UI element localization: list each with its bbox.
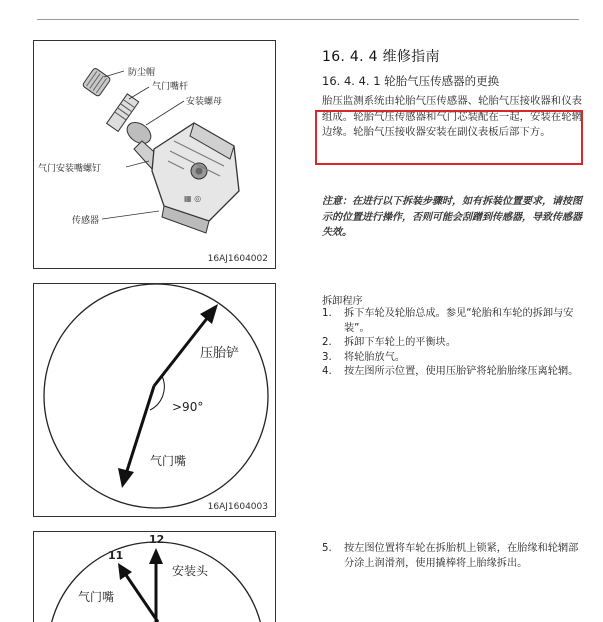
label-clock-12: 12	[149, 533, 165, 546]
label-dust-cap: 防尘帽	[128, 68, 156, 78]
label-angle: >90°	[172, 400, 204, 414]
caution-note: 注意：在进行以下拆装步骤时，如有拆装位置要求，请按图示的位置进行操作，否则可能会刮蹭到传感器，导致传感器失效。	[322, 196, 582, 238]
figure-sensor-diagram	[33, 40, 276, 269]
top-rule	[37, 19, 579, 20]
list-item: 4. 按左图所示位置，使用压胎铲将轮胎胎缘压离轮辋。	[322, 366, 579, 377]
label-sensor: 传感器	[72, 216, 100, 226]
wheel-angle-illustration	[34, 284, 275, 516]
label-valve-screw: 气门安装嘴螺钉	[38, 164, 102, 174]
intro-paragraph: 胎压监测系统由轮胎气压传感器、轮胎气压接收器和仪表组成。轮胎气压传感器和气门芯装配在一起，安装在轮辋边缘。轮胎气压接收器安装在副仪表板后部下方。	[322, 95, 582, 138]
highlight-box	[315, 110, 583, 165]
figure-clock-diagram	[33, 531, 276, 622]
procedure-steps	[322, 307, 584, 380]
label-clock-11: 11	[108, 549, 124, 562]
label-valve-stem: 气门嘴杆	[152, 82, 189, 92]
figure-bead-breaker-diagram	[33, 283, 276, 517]
label-valve: 气门嘴	[150, 454, 187, 468]
section-subheading: 16. 4. 4. 1 轮胎气压传感器的更换	[322, 74, 500, 88]
procedure-title: 拆卸程序	[322, 296, 363, 307]
label-valve: 气门嘴	[78, 590, 115, 604]
list-item: 5. 按左图位置将车轮在拆胎机上锁紧，在胎缘和轮辋部分涂上润滑剂，使用撬棒将上胎缘拆出。	[322, 543, 579, 569]
list-item: 1. 拆下车轮及轮胎总成。参见“轮胎和车轮的拆卸与安装”。	[322, 308, 574, 334]
figure-id: 16AJ1604002	[207, 254, 268, 264]
label-bead-breaker: 压胎铲	[200, 346, 240, 361]
svg-text:▦ ◎: ▦ ◎	[184, 194, 202, 203]
list-item: 2. 拆卸下车轮上的平衡块。	[322, 337, 457, 348]
list-item: 3. 将轮胎放气。	[322, 351, 406, 363]
section-heading: 16. 4. 4 维修指南	[322, 49, 440, 65]
figure-id: 16AJ1604003	[207, 502, 268, 512]
label-mount-nut: 安装螺母	[186, 97, 223, 107]
label-mount-head: 安装头	[172, 564, 209, 578]
